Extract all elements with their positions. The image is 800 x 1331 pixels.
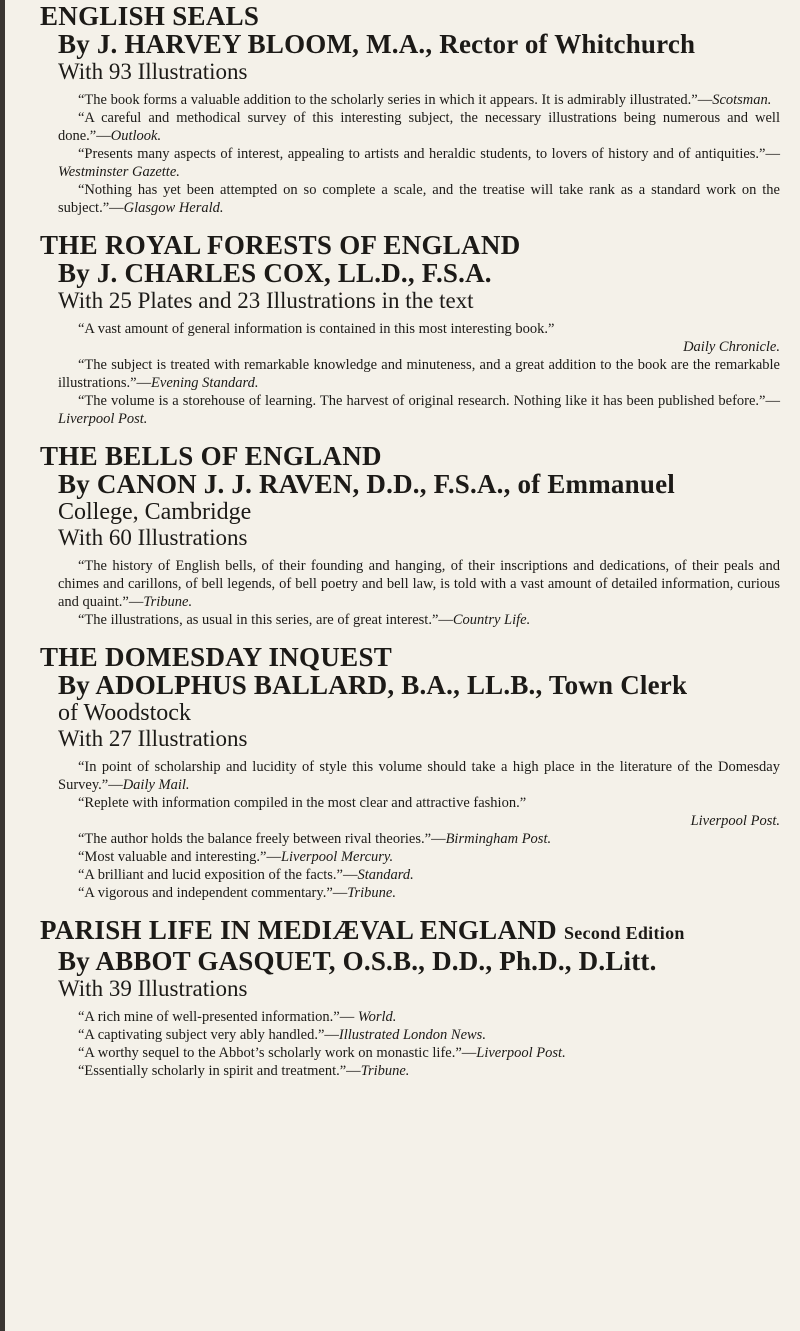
book-title: PARISH LIFE IN MEDIÆVAL ENGLAND [40, 915, 557, 945]
quote-source: Outlook. [110, 128, 162, 144]
quote-text: “Nothing has yet been attempted on so complete a scale, and the treatise will take rank as a standard work on the subject.”— [58, 182, 780, 216]
quote-text: “A brilliant and lucid exposition of the facts.”— [78, 867, 358, 883]
book-byline: By CANON J. J. RAVEN, D.D., F.S.A., of Emmanuel [58, 469, 675, 499]
book-title: THE ROYAL FORESTS OF ENGLAND [40, 230, 521, 260]
book-byline: By ADOLPHUS BALLARD, B.A., LL.B., Town Clerk [58, 670, 688, 700]
book-illustrations: With 39 Illustrations [58, 976, 248, 1001]
review-quote [58, 320, 780, 338]
book-illustrations: With 93 Illustrations [58, 59, 248, 84]
quote-source-line [58, 812, 780, 830]
quote-source: World. [357, 1009, 397, 1025]
quote-source: Tribune. [143, 594, 193, 610]
review-quote [58, 181, 780, 217]
book-illustrations: With 60 Illustrations [58, 525, 248, 550]
quote-text: “Most valuable and interesting.”— [78, 849, 281, 865]
book-byline: By J. CHARLES COX, LL.D., F.S.A. [58, 258, 492, 288]
review-quotes [40, 557, 780, 629]
catalogue-column [40, 2, 780, 1094]
review-quote [58, 848, 780, 866]
book-entry-domesday [40, 643, 780, 902]
quote-source: Birmingham Post. [445, 831, 552, 847]
quote-text: “A captivating subject very ably handled.”— [78, 1027, 339, 1043]
page-edge [0, 0, 5, 1331]
quote-text: “Essentially scholarly in spirit and treatment.”— [78, 1063, 361, 1079]
quote-text: “The subject is treated with remarkable knowledge and minuteness, and a great addition to the book are the remarkable illustrations.”— [58, 357, 780, 391]
quote-text: “The book forms a valuable addition to the scholarly series in which it appears. It is admirably illustrated.”— [78, 92, 713, 108]
quote-text: “A worthy sequel to the Abbot’s scholarly work on monastic life.”— [78, 1045, 477, 1061]
book-byline-continued: of Woodstock [58, 700, 191, 726]
quote-text: “In point of scholarship and lucidity of style this volume should take a high place in the literature of the Domesday Survey.”— [58, 759, 780, 793]
review-quote [58, 884, 780, 902]
quote-source: Scotsman. [712, 92, 772, 108]
book-byline-continued: College, Cambridge [58, 499, 252, 525]
quote-source-line [58, 338, 780, 356]
quote-text: “The history of English bells, of their founding and hanging, of their inscriptions and dedications, of their peals and chimes and carillons, of bell legends, of bell poetry and bell law, is told with a vast amount of detailed information, curious and quaint.”— [58, 558, 780, 610]
quote-source: Evening Standard. [151, 375, 259, 391]
quote-text: “The author holds the balance freely between rival theories.”— [78, 831, 446, 847]
book-illustrations: With 25 Plates and 23 Illustrations in the text [58, 288, 474, 313]
book-byline: By ABBOT GASQUET, O.S.B., D.D., Ph.D., D.Litt. [58, 946, 657, 976]
review-quote [58, 1008, 780, 1026]
quote-source: Tribune. [360, 1063, 410, 1079]
book-byline: By J. HARVEY BLOOM, M.A., Rector of Whitchurch [58, 29, 696, 59]
review-quote [58, 557, 780, 611]
review-quote [58, 356, 780, 392]
review-quote [58, 1044, 780, 1062]
review-quotes [40, 1008, 780, 1080]
book-title-line [40, 916, 780, 947]
quote-text: “Replete with information compiled in the most clear and attractive fashion.” [78, 795, 527, 811]
book-entry-royal-forests [40, 231, 780, 428]
quote-source: Liverpool Mercury. [280, 849, 394, 865]
review-quote [58, 611, 780, 629]
review-quote [58, 830, 780, 848]
review-quote [58, 145, 780, 181]
review-quote [58, 91, 780, 109]
review-quote [58, 109, 780, 145]
review-quote [58, 1026, 780, 1044]
review-quote [58, 758, 780, 794]
quote-text: “A vigorous and independent commentary.”— [78, 885, 348, 901]
quote-text: “The illustrations, as usual in this series, are of great interest.”— [78, 612, 453, 628]
quote-source: Liverpool Post. [476, 1045, 566, 1061]
book-edition: Second Edition [563, 923, 685, 943]
quote-text: “The volume is a storehouse of learning. The harvest of original research. Nothing like it has been published before.”— [78, 393, 780, 409]
review-quotes [40, 91, 780, 217]
quote-source: Liverpool Post. [690, 813, 780, 829]
book-entry-parish-life [40, 916, 780, 1080]
quote-source: Country Life. [452, 612, 531, 628]
review-quotes [40, 758, 780, 902]
quote-text: “A rich mine of well-presented information.”— [78, 1009, 358, 1025]
book-entry-english-seals [40, 2, 780, 217]
book-title: THE BELLS OF ENGLAND [40, 441, 382, 471]
quote-source: Daily Chronicle. [683, 339, 780, 355]
review-quote [58, 1062, 780, 1080]
quote-source: Illustrated London News. [338, 1027, 486, 1043]
quote-source: Standard. [357, 867, 414, 883]
quote-text: “A vast amount of general information is contained in this most interesting book.” [78, 321, 555, 337]
quote-text: “A careful and methodical survey of this interesting subject, the necessary illustrations being numerous and well done.”— [58, 110, 780, 144]
review-quote [58, 392, 780, 428]
review-quotes [40, 320, 780, 428]
quote-source: Westminster Gazette. [58, 164, 180, 180]
quote-source: Liverpool Post. [58, 411, 148, 427]
book-title: THE DOMESDAY INQUEST [40, 642, 393, 672]
quote-source: Daily Mail. [122, 777, 190, 793]
quote-text: “Presents many aspects of interest, appealing to artists and heraldic students, to lovers of history and of antiquities.”— [78, 146, 780, 162]
review-quote [58, 794, 780, 812]
quote-source: Tribune. [347, 885, 396, 901]
quote-source: Glasgow Herald. [123, 200, 224, 216]
book-title: ENGLISH SEALS [40, 1, 260, 31]
book-illustrations: With 27 Illustrations [58, 726, 248, 751]
book-entry-bells [40, 442, 780, 629]
review-quote [58, 866, 780, 884]
